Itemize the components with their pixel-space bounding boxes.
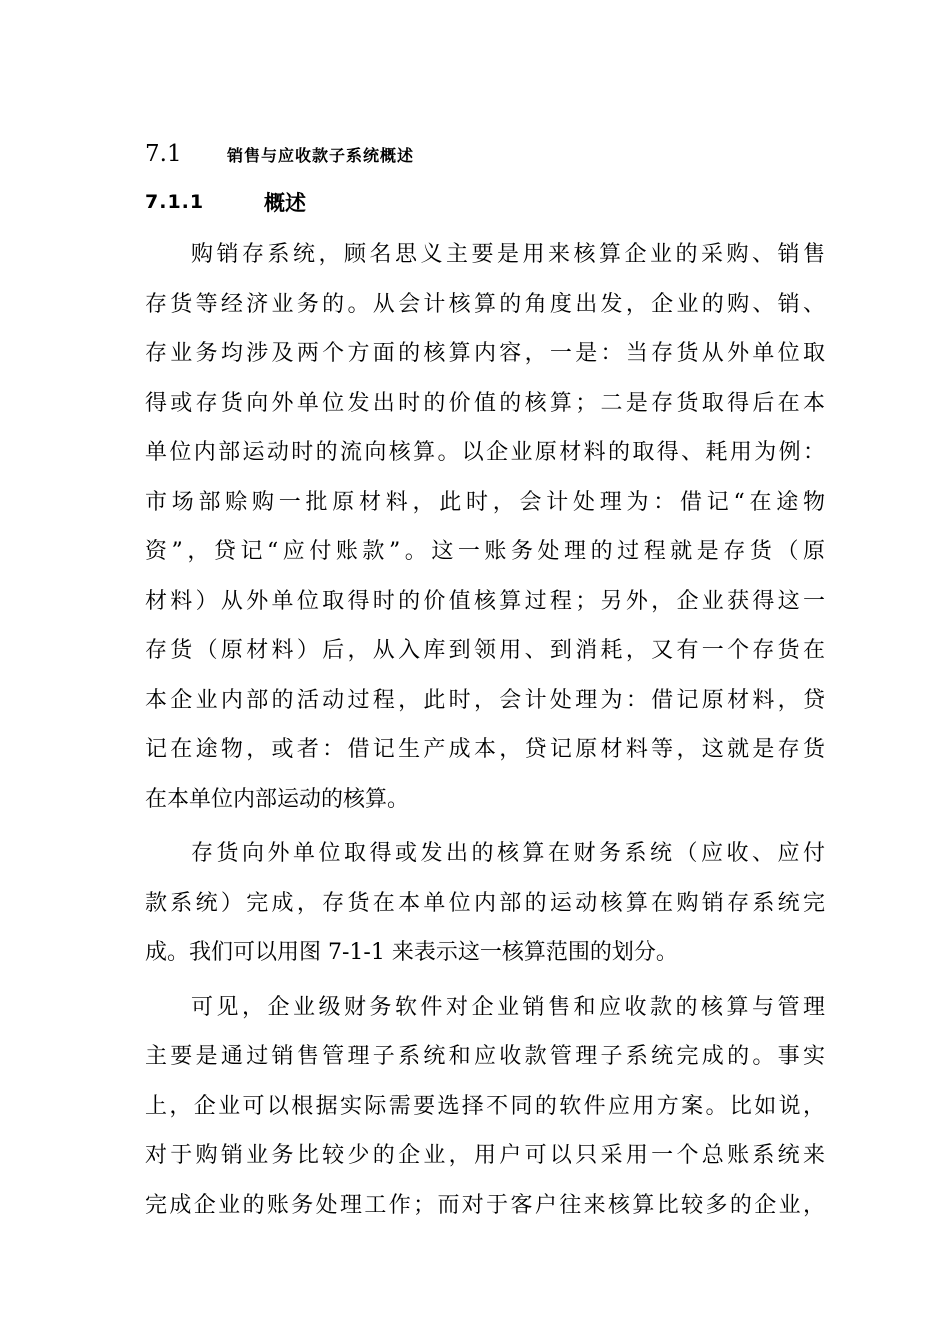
paragraph-1 bbox=[145, 230, 825, 824]
text-line: 记在途物，或者：借记生产成本，贷记原材料等，这就是存货 bbox=[145, 737, 825, 762]
text-line: 材料）从外单位取得时的价值核算过程；另外，企业获得这一 bbox=[145, 588, 825, 614]
text-line: 单位内部运动时的流向核算。以企业原材料的取得、耗用为例： bbox=[145, 440, 825, 465]
text-line: 存货（原材料）后，从入库到领用、到消耗，又有一个存货在 bbox=[145, 638, 825, 663]
text-line: 主要是通过销售管理子系统和应收款管理子系统完成的。事实 bbox=[145, 1044, 825, 1069]
text-line: 本企业内部的活动过程，此时，会计处理为：借记原材料，贷 bbox=[145, 687, 825, 713]
section-heading bbox=[145, 138, 414, 170]
text-line: 完成企业的账务处理工作；而对于客户往来核算比较多的企业， bbox=[145, 1192, 825, 1218]
text-line: 得或存货向外单位发出时的价值的核算；二是存货取得后在本 bbox=[145, 390, 825, 416]
subsection-number: 7.1.1 bbox=[145, 191, 205, 213]
text-line: 款系统）完成，存货在本单位内部的运动核算在购销存系统完 bbox=[145, 890, 825, 916]
text-line: 资”，贷记“应付账款”。这一账务处理的过程就是存货（原 bbox=[145, 539, 825, 564]
subsection-title: 概述 bbox=[264, 191, 306, 215]
text-line: 市场部赊购一批原材料，此时，会计处理为：借记“在途物 bbox=[145, 489, 825, 515]
paragraph-2 bbox=[145, 829, 825, 978]
text-line: 存货等经济业务的。从会计核算的角度出发，企业的购、销、 bbox=[145, 291, 825, 317]
text-line: 购销存系统，顾名思义主要是用来核算企业的采购、销售 bbox=[191, 242, 825, 267]
text-line: 可见，企业级财务软件对企业销售和应收款的核算与管理 bbox=[191, 994, 825, 1020]
text-line: 存货向外单位取得或发出的核算在财务系统（应收、应付 bbox=[191, 841, 825, 866]
subsection-heading bbox=[145, 186, 306, 218]
text-line: 上，企业可以根据实际需要选择不同的软件应用方案。比如说， bbox=[145, 1093, 825, 1119]
text-line: 存业务均涉及两个方面的核算内容，一是：当存货从外单位取 bbox=[145, 341, 825, 366]
text-line: 成。我们可以用图 7-1-1 来表示这一核算范围的划分。 bbox=[145, 940, 678, 965]
section-number: 7.1 bbox=[145, 141, 182, 167]
paragraph-3 bbox=[145, 983, 825, 1231]
text-line: 在本单位内部运动的核算。 bbox=[145, 786, 410, 812]
section-title: 销售与应收款子系统概述 bbox=[227, 145, 415, 165]
body-text bbox=[145, 230, 825, 1235]
text-line: 对于购销业务比较少的企业，用户可以只采用一个总账系统来 bbox=[145, 1143, 825, 1168]
